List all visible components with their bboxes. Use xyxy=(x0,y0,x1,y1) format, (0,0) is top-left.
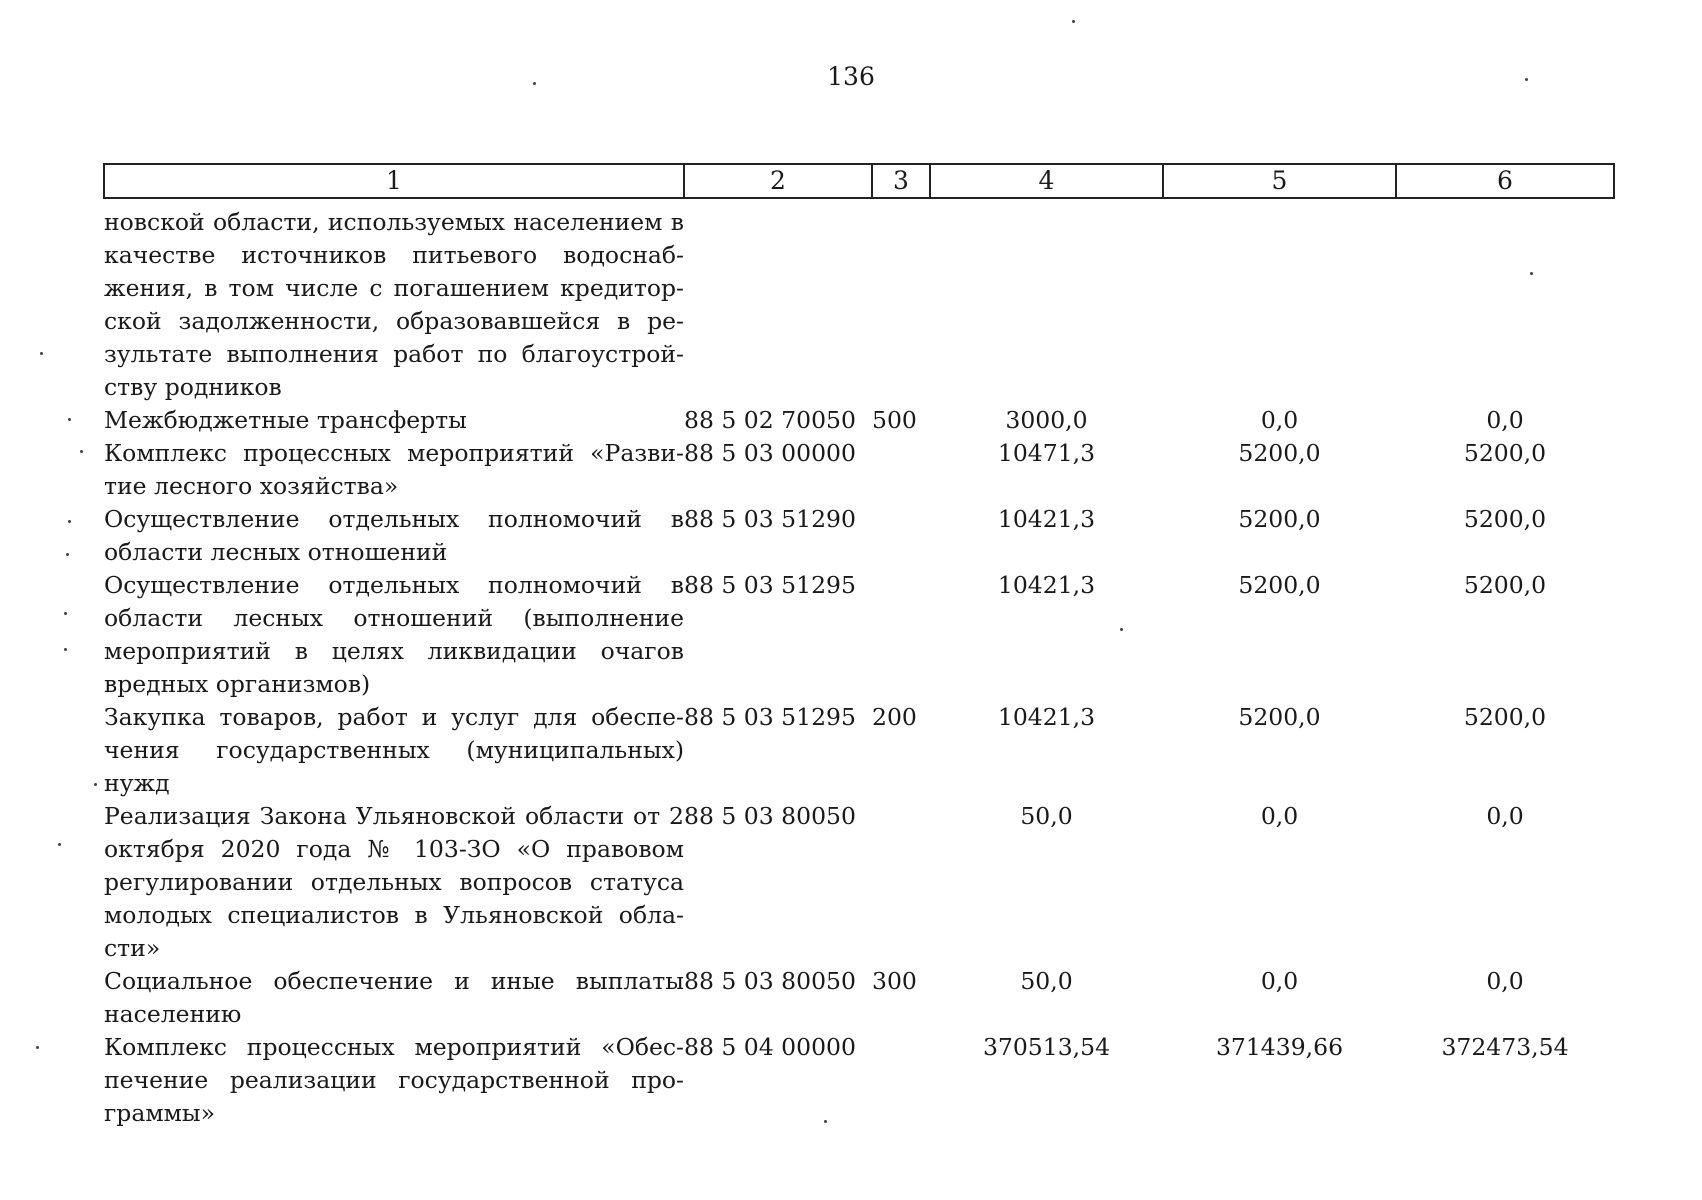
row-type xyxy=(872,800,930,965)
row-value-6: 5200,0 xyxy=(1463,505,1547,533)
table-row xyxy=(104,701,1614,800)
row-description: Закупка товаров, работ и услуг для обеспе-чения государственных (муниципальных) нужд xyxy=(104,703,684,797)
row-value-6: 5200,0 xyxy=(1463,571,1547,599)
row-code: 88 5 02 70050 xyxy=(684,406,856,434)
row-type xyxy=(872,206,930,404)
row-value-6: 5200,0 xyxy=(1463,703,1547,731)
row-value-5: 0,0 xyxy=(1260,406,1299,434)
row-description: Межбюджетные трансферты xyxy=(104,406,467,434)
scan-speck xyxy=(1530,272,1533,275)
table-row xyxy=(104,437,1614,503)
row-value-5: 0,0 xyxy=(1260,802,1299,830)
row-description: Осуществление отдельных полномочий в области лесных отношений xyxy=(104,505,684,566)
scan-speck xyxy=(58,843,61,846)
table-row xyxy=(104,206,1614,404)
row-value-5: 0,0 xyxy=(1260,967,1299,995)
row-value-4: 10421,3 xyxy=(997,505,1096,533)
table-row xyxy=(104,1031,1614,1130)
row-value-4: 10421,3 xyxy=(997,571,1096,599)
row-value-4 xyxy=(930,206,1163,404)
scan-speck xyxy=(94,783,97,786)
page-number: 136 xyxy=(827,62,875,91)
table-row xyxy=(104,569,1614,701)
scan-speck xyxy=(68,418,71,421)
row-type xyxy=(872,1031,930,1130)
row-value-5: 5200,0 xyxy=(1238,505,1321,533)
row-value-6: 0,0 xyxy=(1486,406,1524,434)
row-value-6 xyxy=(1396,206,1614,404)
row-value-5: 5200,0 xyxy=(1238,439,1321,467)
scan-speck xyxy=(1120,628,1123,631)
row-value-6: 0,0 xyxy=(1486,967,1524,995)
row-type: 200 xyxy=(872,703,917,731)
row-value-4: 10471,3 xyxy=(997,439,1096,467)
scan-speck xyxy=(66,553,69,556)
row-value-4: 370513,54 xyxy=(982,1033,1111,1061)
row-type: 300 xyxy=(872,967,917,995)
row-code: 88 5 03 00000 xyxy=(684,439,856,467)
row-value-5 xyxy=(1163,206,1396,404)
row-type xyxy=(872,503,930,569)
row-code: 88 5 04 00000 xyxy=(684,1033,856,1061)
row-code: 88 5 03 51295 xyxy=(684,571,856,599)
scan-speck xyxy=(1072,20,1075,23)
table-row xyxy=(104,404,1614,437)
row-description: Комплекс процессных мероприятий «Разви-тие лесного хозяйства» xyxy=(104,439,684,500)
table-row xyxy=(104,965,1614,1031)
row-type: 500 xyxy=(872,406,917,434)
scan-speck xyxy=(80,450,83,453)
row-value-4: 50,0 xyxy=(1020,967,1073,995)
column-header-5: 5 xyxy=(1163,164,1396,198)
row-type xyxy=(872,437,930,503)
table-row xyxy=(104,198,1614,206)
row-value-5: 371439,66 xyxy=(1215,1033,1344,1061)
row-value-5: 5200,0 xyxy=(1238,571,1321,599)
column-header-1: 1 xyxy=(104,164,684,198)
row-value-6: 5200,0 xyxy=(1463,439,1547,467)
row-value-4: 3000,0 xyxy=(1005,406,1088,434)
scan-speck xyxy=(40,352,43,355)
column-header-3: 3 xyxy=(872,164,930,198)
row-value-4: 50,0 xyxy=(1020,802,1073,830)
row-value-5: 5200,0 xyxy=(1238,703,1321,731)
scan-speck xyxy=(533,82,536,85)
table-row xyxy=(104,800,1614,965)
scan-speck xyxy=(64,612,67,615)
column-header-2: 2 xyxy=(684,164,872,198)
row-code: 88 5 03 51295 xyxy=(684,703,856,731)
row-description: Комплекс процессных мероприятий «Обес-печение реализации государственной про-граммы» xyxy=(104,1033,684,1127)
row-description: Реализация Закона Ульяновской области от 2 октября 2020 года № 103-ЗО «О правовом регулировании отдельных вопросов статуса молодых специалистов в Ульяновской обла-сти» xyxy=(104,802,684,962)
scan-speck xyxy=(1525,78,1528,81)
scan-speck xyxy=(824,1120,827,1123)
table-row xyxy=(104,503,1614,569)
row-value-6: 372473,54 xyxy=(1441,1033,1569,1061)
column-header-6: 6 xyxy=(1396,164,1614,198)
row-code: 88 5 03 80050 xyxy=(684,802,856,830)
row-description: Осуществление отдельных полномочий в области лесных отношений (выполнение мероприятий в целях ликвидации очагов вредных организмов) xyxy=(104,571,684,698)
scan-speck xyxy=(68,520,71,523)
column-header-4: 4 xyxy=(930,164,1163,198)
scan-speck xyxy=(64,648,67,651)
header-row xyxy=(104,164,1614,198)
row-code: 88 5 03 51290 xyxy=(684,505,856,533)
budget-table xyxy=(103,163,1615,1130)
row-code: 88 5 03 80050 xyxy=(684,967,856,995)
scan-speck xyxy=(36,1046,39,1049)
row-description: новской области, используемых населением в качестве источников питьевого водоснаб-жения, в том числе с погашением кредитор-ской задолженности, образовавшейся в ре-зультате выполнения работ по благоустрой-ству родников xyxy=(104,208,684,401)
row-description: Социальное обеспечение и иные выплаты населению xyxy=(104,967,684,1028)
row-type xyxy=(872,569,930,701)
row-code xyxy=(684,206,872,404)
row-value-6: 0,0 xyxy=(1486,802,1524,830)
row-value-4: 10421,3 xyxy=(997,703,1096,731)
